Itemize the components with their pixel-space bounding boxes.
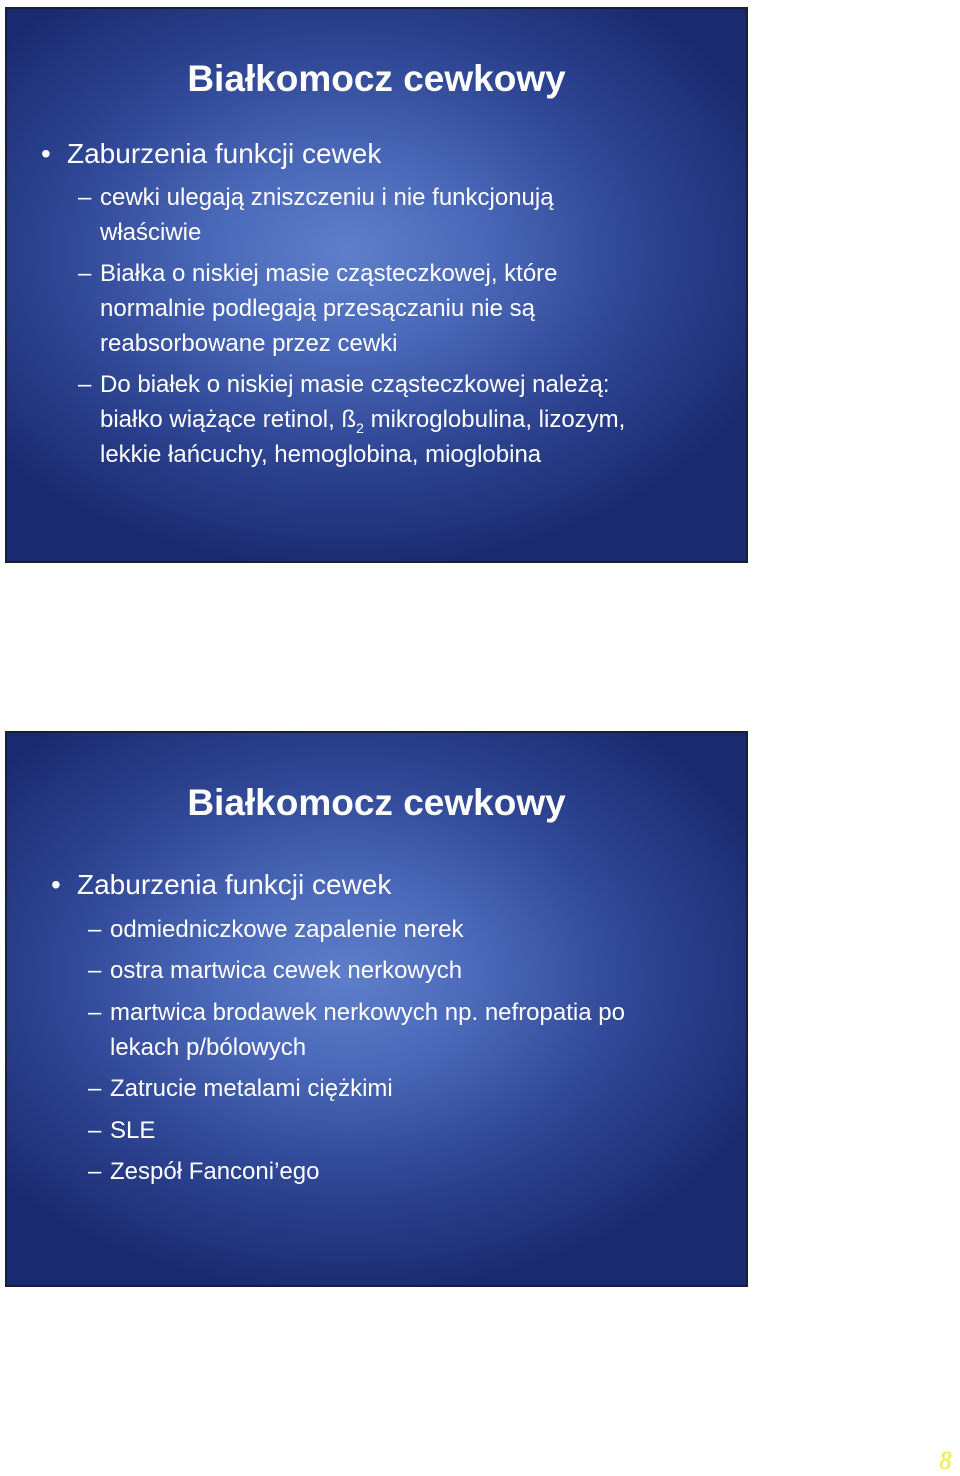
bullet-dot: • bbox=[41, 138, 51, 169]
sub-item-line bbox=[100, 402, 625, 437]
dash-marker: – bbox=[88, 1117, 102, 1144]
dash-marker: – bbox=[88, 916, 102, 943]
page-number: 8 bbox=[939, 1446, 952, 1475]
sub-item-line: lekach p/bólowych bbox=[110, 1034, 307, 1061]
dash-marker: – bbox=[88, 1158, 102, 1185]
sub-item-line: Do białek o niskiej masie cząsteczkowej należą: bbox=[100, 371, 610, 398]
sub-item-line: ostra martwica cewek nerkowych bbox=[110, 957, 463, 984]
sub-item-line: właściwie bbox=[100, 219, 202, 246]
dash-marker: – bbox=[78, 184, 92, 211]
sub-item-line: SLE bbox=[110, 1117, 156, 1144]
sub-item-line: lekkie łańcuchy, hemoglobina, mioglobina bbox=[100, 441, 542, 468]
slide-title: Białkomocz cewkowy bbox=[187, 58, 566, 99]
sub-item-line: reabsorbowane przez cewki bbox=[100, 330, 398, 357]
dash-marker: – bbox=[88, 957, 102, 984]
slide-2 bbox=[5, 731, 748, 1287]
sub-item-line: Zatrucie metalami ciężkimi bbox=[110, 1075, 393, 1102]
sub-item-line: cewki ulegają zniszczeniu i nie funkcjonują bbox=[100, 184, 554, 211]
sub-item-line: odmiedniczkowe zapalenie nerek bbox=[110, 916, 464, 943]
slide-title: Białkomocz cewkowy bbox=[187, 782, 566, 823]
sub-item-text: białko wiążące retinol, ß bbox=[100, 406, 357, 433]
slide-1 bbox=[5, 7, 748, 563]
sub-item-line: martwica brodawek nerkowych np. nefropatia po bbox=[110, 999, 625, 1026]
dash-marker: – bbox=[88, 1075, 102, 1102]
bullet-text: Zaburzenia funkcji cewek bbox=[77, 869, 392, 900]
bullet-text: Zaburzenia funkcji cewek bbox=[67, 138, 382, 169]
dash-marker: – bbox=[78, 260, 92, 287]
sub-item-line: Białka o niskiej masie cząsteczkowej, które bbox=[100, 260, 558, 287]
dash-marker: – bbox=[78, 371, 92, 398]
dash-marker: – bbox=[88, 999, 102, 1026]
subscript: 2 bbox=[356, 419, 364, 436]
bullet-dot: • bbox=[51, 869, 61, 900]
sub-item-line: Zespół Fanconi’ego bbox=[110, 1158, 320, 1185]
sub-item-line: normalnie podlegają przesączaniu nie są bbox=[100, 295, 535, 322]
sub-item-text: mikroglobulina, lizozym, bbox=[363, 406, 626, 433]
